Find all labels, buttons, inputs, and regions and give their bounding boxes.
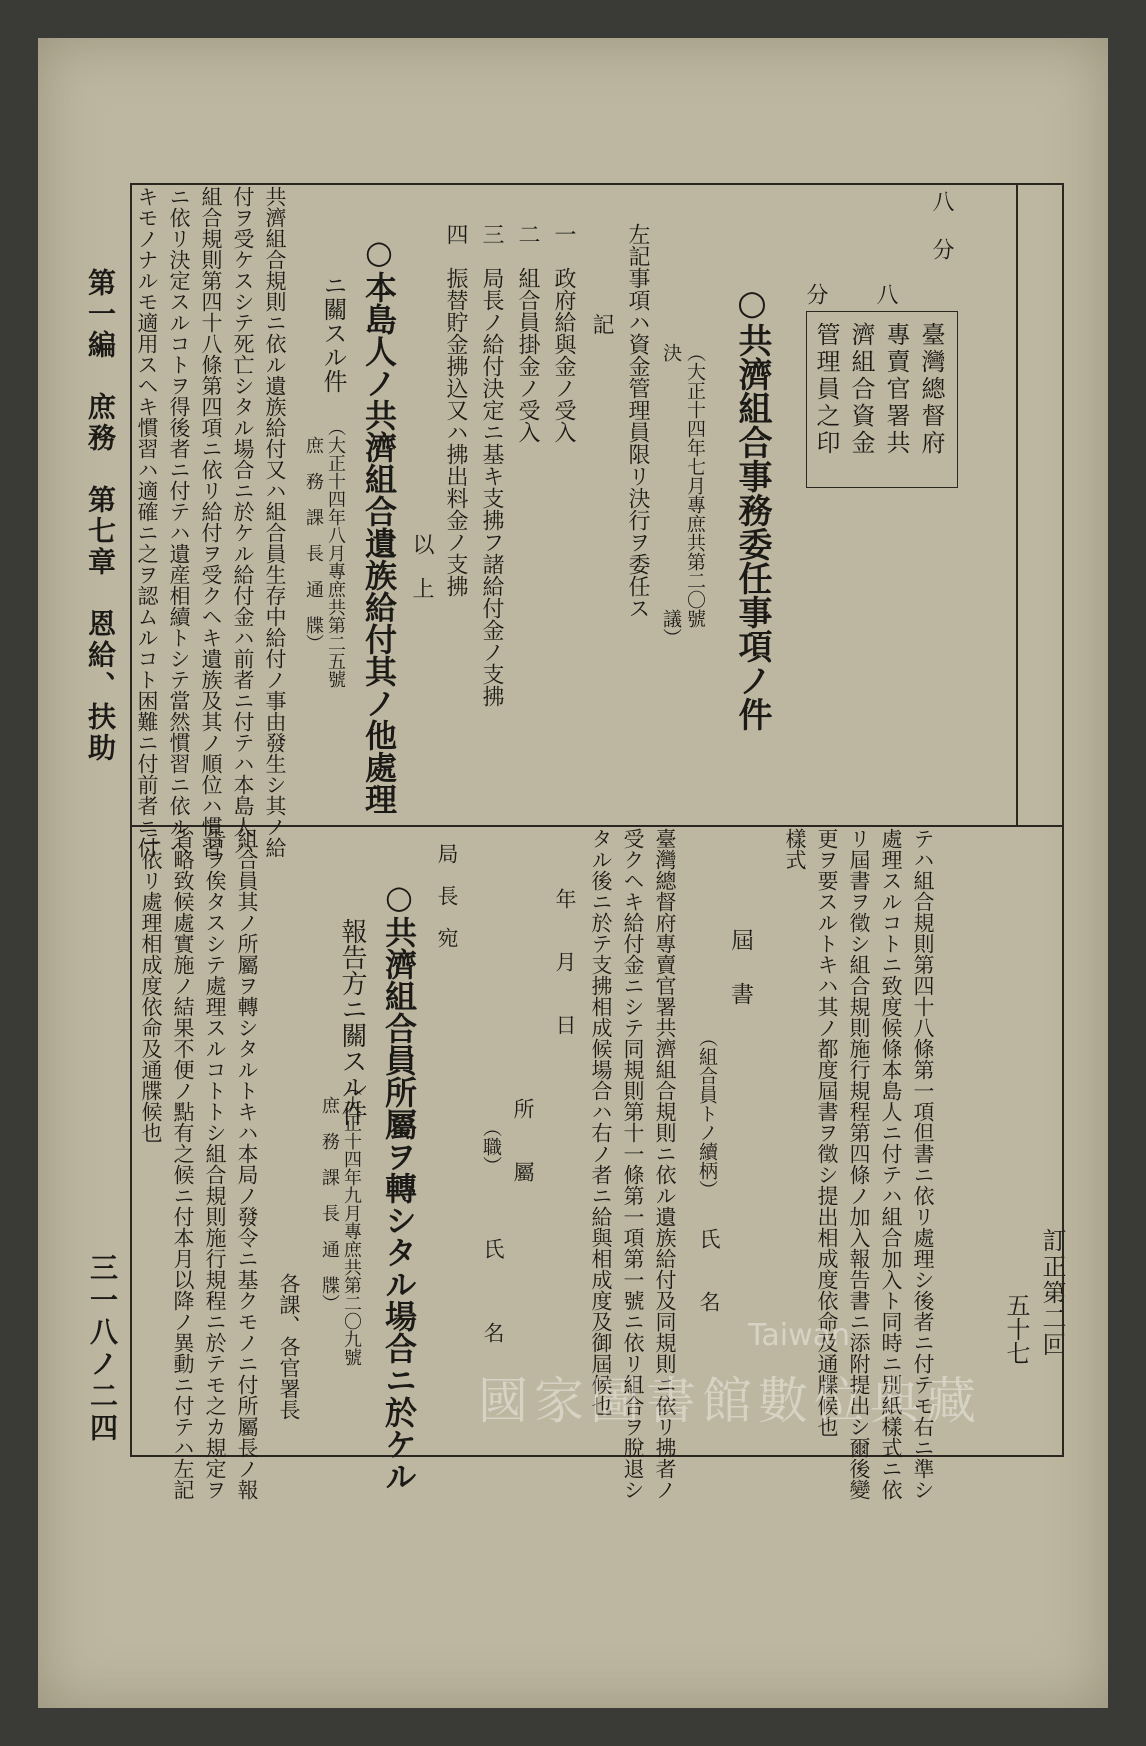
section1-item: 三 局長ノ給付決定ニ基キ支拂フ諸給付金ノ支拂 — [479, 223, 504, 707]
section2-body: 組合規則第四十八條第四項ニ依リ給付ヲ受クヘキ遺族及其ノ順位ハ慣習 — [199, 186, 223, 858]
section1-ref: 決 議） — [660, 343, 682, 647]
stamp-line: 臺灣總督府 — [917, 322, 945, 457]
section1-item: 四 振替貯金拂込又ハ拂出料金ノ支拂 — [443, 223, 468, 597]
section1-ref: （大正十四年七月專庶共第二〇號 — [684, 343, 706, 628]
chapter-heading: 第一編 庶務 第七章 恩給、扶助 — [84, 268, 117, 764]
section2-body: ニ依リ決定スルコトヲ得後者ニ付テハ遺産相續トシテ當然慣習ニ依ルヘ — [167, 186, 191, 858]
section2-body: 共濟組合規則ニ依ル遺族給付又ハ組合員生存中給付ノ事由發生シ其ノ給 — [263, 186, 287, 858]
section2-body: 付ヲ受ケスシテ死亡シタル場合ニ於ケル給付金ハ前者ニ付テハ本島人ハ — [231, 186, 255, 858]
form-body: タル後ニ於テ支拂相成候場合ハ右ノ者ニ給與相成度及御屆候也 — [589, 828, 613, 1416]
section2-ref: 庶 務 課 長 通 牒） — [303, 418, 324, 652]
stamp-cut-top-2: 八 — [873, 283, 898, 305]
section1-item: 二 組合員掛金ノ受入 — [515, 223, 540, 443]
section3-ref: （大正十四年九月專庶共第二〇九號 — [341, 1078, 362, 1366]
document-page — [38, 38, 1108, 1708]
stamp-cut-top: 八 — [929, 190, 954, 212]
seal-stamp — [806, 311, 958, 488]
form-body: 臺灣總督府專賣官署共濟組合規則ニ依ル遺族給付及同規則ニ依リ拂者ノ — [653, 828, 677, 1500]
watermark-latin: Taiwan — [748, 1318, 851, 1353]
form-title: 屆 書 — [727, 928, 753, 1009]
section3-recipients: 各課、各官署長 — [277, 1273, 301, 1420]
stamp-line: 管理員之印 — [812, 322, 840, 457]
form-date: 年 月 日 — [553, 888, 577, 1035]
section1-ki: 記 — [589, 313, 614, 335]
section3-body: 告ヲ俟タスシテ處理スルコトトシ組合規則施行規程ニ於テモ之カ規定ヲ — [203, 828, 227, 1500]
library-watermark — [478, 1318, 982, 1433]
section2-body: キモノナルモ適用スヘキ慣習ハ適確ニ之ヲ認ムルコト困難ニ付前者ニ付 — [135, 186, 159, 858]
section1-title: ○共濟組合事務委任事項ノ件 — [732, 283, 772, 731]
section2-cont-body: 更ヲ要スルトキハ其ノ都度屆書ヲ徵シ提出相成度依命及通牒候也 — [815, 828, 839, 1437]
section3-title: ○共濟組合員所屬ヲ轉シタル場合ニ於ケル — [380, 878, 418, 1492]
section2-title: ○本島人ノ共濟組合遺族給付其ノ他處理 — [360, 233, 398, 815]
form-relation: （組合員トノ續柄） — [696, 1028, 718, 1199]
form-body: 受クヘキ給付金ニシテ同規則第十一條第一項第一號ニ依リ組合ヲ脫退シ — [621, 828, 645, 1500]
page-number: 五十七 — [1002, 1293, 1030, 1365]
section2-title: ニ關スル件 — [319, 273, 347, 393]
section1-end: 以 上 — [409, 533, 434, 599]
form-name-label: 氏 名 — [697, 1228, 721, 1312]
watermark-cjk: 國家圖書館數位典藏 — [478, 1372, 982, 1430]
form-signer: 氏 名 — [481, 1238, 505, 1343]
form-affiliation: 所 屬 — [511, 1098, 535, 1182]
section3-body: 省略致候處實施ノ結果不便ノ點有之候ニ付本月以降ノ異動ニ付テハ左記 — [171, 828, 195, 1500]
section3-ref: 庶 務 課 長 通 牒） — [319, 1078, 340, 1312]
section1-item: 一 政府給與金ノ受入 — [551, 223, 576, 443]
stamp-line: 專賣官署共 — [882, 322, 910, 457]
section1-intro: 左記事項ハ資金管理員限リ決行ヲ委任ス — [625, 223, 650, 619]
right-column-rule — [1016, 185, 1018, 825]
section3-body: 組合員其ノ所屬ヲ轉シタルトキハ本局ノ發令ニ基クモノニ付所屬長ノ報 — [235, 828, 259, 1500]
form-addressee: 局 長 宛 — [435, 843, 459, 948]
stamp-cut-side: 分 — [929, 238, 954, 260]
section2-cont-body: テハ組合規則第四十八條第一項但書ニ依リ處理シ後者ニ付テモ右ニ準シ — [911, 828, 935, 1500]
section2-cont-body: リ屆書ヲ徵シ組合規則施行規程第四條ノ加入報告書ニ添附提出シ爾後變 — [847, 828, 871, 1500]
stamp-line: 濟組合資金 — [847, 322, 875, 457]
folio-number: 三一八ノ二四 — [86, 1253, 119, 1445]
section3-title: 報告方ニ關スル件 — [337, 918, 367, 1126]
stamp-cut-side-2: 分 — [803, 283, 828, 305]
section2-cont-body: 處理スルコトニ致度候條本島人ニ付テハ組合加入ト同時ニ別紙樣式ニ依 — [879, 828, 903, 1500]
revision-label: 訂正第二回 — [1038, 1228, 1066, 1358]
section2-ref: （大正十四年八月專庶共第二五號 — [325, 418, 346, 688]
section3-body: ニ依リ處理相成度依命及通牒候也 — [139, 828, 163, 1143]
form-position: （職） — [480, 1118, 502, 1175]
form-label: 樣式 — [783, 828, 807, 870]
